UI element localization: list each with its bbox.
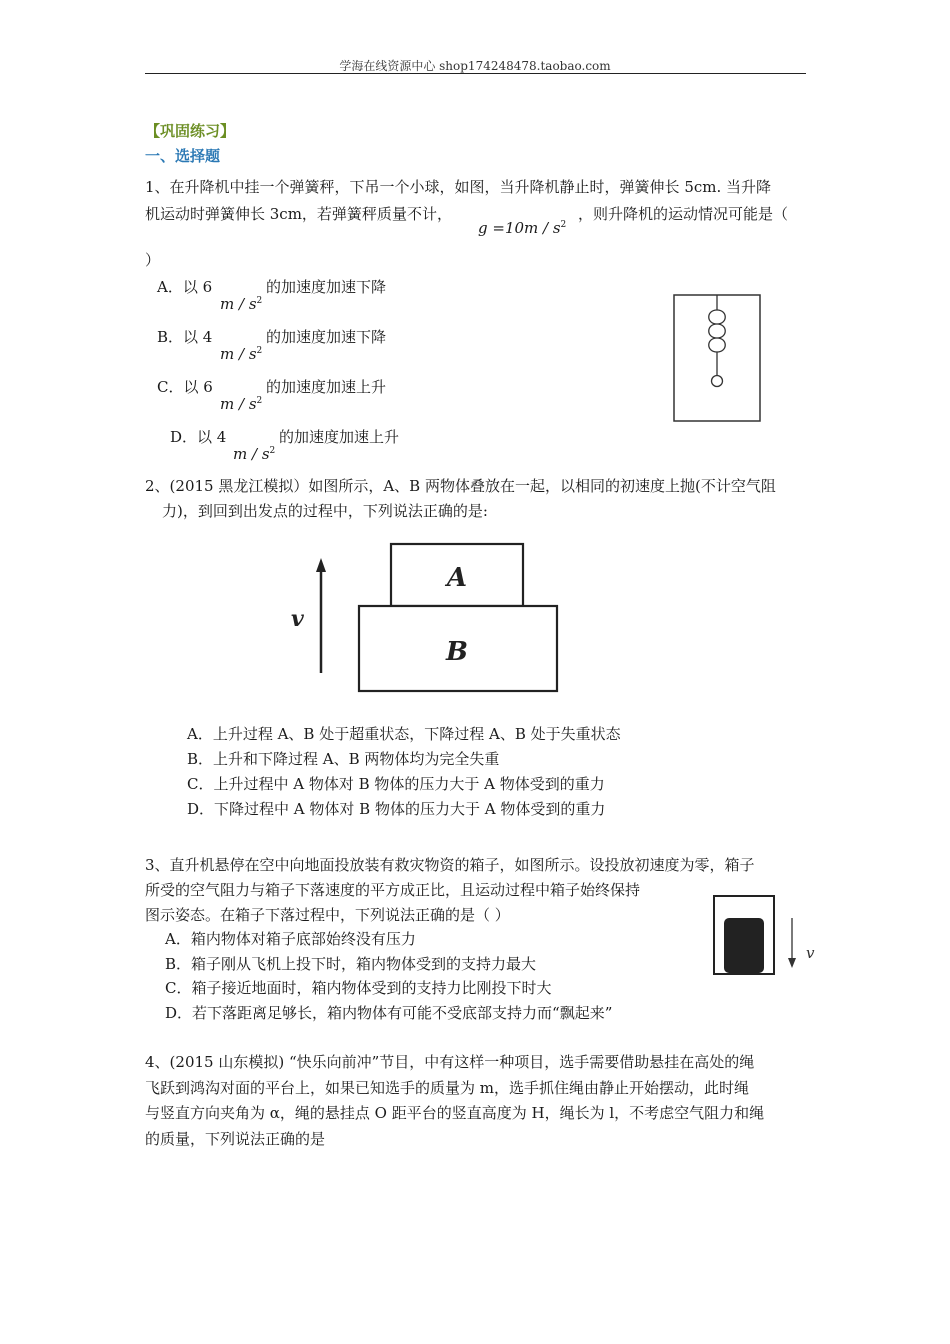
page-header: 学海在线资源中心 shop174248478.taobao.com — [339, 59, 611, 73]
q4-line3: 与竖直方向夹角为 α，绳的悬挂点 O 距平台的竖直高度为 H，绳长为 l，不考虑空气阻力和绳 — [145, 1104, 765, 1122]
section-title-choice: 一、选择题 — [145, 147, 221, 165]
q1-line1: 1、在升降机中挂一个弹簧秤，下吊一个小球，如图，当升降机静止时，弹簧伸长 5cm. 当升降 — [145, 178, 772, 196]
q4-line2: 飞跃到鸿沟对面的平台上，如果已知选手的质量为 m，选手抓住绳由静止开始摆动，此时绳 — [145, 1079, 749, 1097]
q3-option-d: D．若下落距离足够长，箱内物体有可能不受底部支持力而“飘起来” — [165, 1004, 613, 1022]
q1-close-paren: ） — [145, 251, 161, 269]
q2-blocks-figure — [285, 538, 565, 698]
box-contents — [724, 918, 764, 973]
q1-option-a-unit: m / $s^2$ — [220, 295, 263, 313]
q3-line3: 图示姿态。在箱子下落过程中，下列说法正确的是（ ） — [145, 906, 510, 924]
header-divider — [145, 73, 806, 74]
q4-line1: 4、(2015 山东模拟) “快乐向前冲”节目，中有这样一种项目，选手需要借助悬挂在高处的绳 — [145, 1053, 755, 1071]
q3-line1: 3、直升机悬停在空中向地面投放装有救灾物资的箱子，如图所示。设投放初速度为零，箱子 — [145, 856, 755, 874]
q2-option-d: D．下降过程中 A 物体对 B 物体的压力大于 A 物体受到的重力 — [187, 800, 606, 818]
q2-option-b: B．上升和下降过程 A、B 两物体均为完全失重 — [187, 750, 500, 768]
q1-option-c-unit: m / $s^2$ — [220, 395, 263, 413]
q3-box-figure — [710, 890, 825, 980]
velocity-arrowhead — [316, 558, 326, 572]
ball — [712, 376, 723, 387]
q1-option-a-suffix: 的加速度加速下降 — [266, 278, 387, 296]
q3-option-b: B．箱子刚从飞机上投下时，箱内物体受到的支持力最大 — [165, 955, 537, 973]
down-arrowhead — [788, 958, 796, 968]
q2-option-a: A．上升过程 A、B 处于超重状态，下降过程 A、B 处于失重状态 — [187, 725, 621, 743]
q1-line2: 机运动时弹簧伸长 3cm，若弹簧秤质量不计， — [145, 205, 452, 223]
q2-line2: 力)，到回到出发点的过程中，下列说法正确的是: — [162, 502, 488, 520]
q2-option-c: C．上升过程中 A 物体对 B 物体的压力大于 A 物体受到的重力 — [187, 775, 605, 793]
q1-option-b-prefix: B．以 4 — [157, 328, 213, 346]
q1-option-b-unit: m / $s^2$ — [220, 345, 263, 363]
q1-line2-end: ，则升降机的运动情况可能是（ — [578, 205, 789, 223]
q4-line4: 的质量，下列说法正确的是 — [145, 1130, 326, 1148]
section-title-consolidate: 【巩固练习】 — [145, 122, 236, 140]
q3-option-a: A．箱内物体对箱子底部始终没有压力 — [165, 930, 416, 948]
q1-option-a-prefix: A．以 6 — [157, 278, 213, 296]
q1-option-c-prefix: C．以 6 — [157, 378, 213, 396]
spring-coil — [709, 310, 726, 352]
q1-option-d-suffix: 的加速度加速上升 — [279, 428, 400, 446]
q1-option-d-prefix: D．以 4 — [170, 428, 227, 446]
q1-option-b-suffix: 的加速度加速下降 — [266, 328, 387, 346]
q3-label-v: v — [806, 944, 815, 962]
q3-option-c: C．箱子接近地面时，箱内物体受到的支持力比刚投下时大 — [165, 979, 552, 997]
q1-formula: $g =10m / s^2$ — [478, 219, 567, 237]
label-a: A — [446, 563, 468, 593]
q3-line2: 所受的空气阻力与箱子下落速度的平方成正比，且运动过程中箱子始终保持 — [145, 881, 641, 899]
label-v: v — [291, 606, 304, 632]
q2-line1: 2、(2015 黑龙江模拟）如图所示，A、B 两物体叠放在一起，以相同的初速度上抛(不计空气阻 — [145, 477, 776, 495]
label-b: B — [446, 637, 468, 667]
q1-option-c-suffix: 的加速度加速上升 — [266, 378, 387, 396]
q1-option-d-unit: m / $s^2$ — [233, 445, 276, 463]
q1-elevator-figure — [670, 292, 766, 424]
